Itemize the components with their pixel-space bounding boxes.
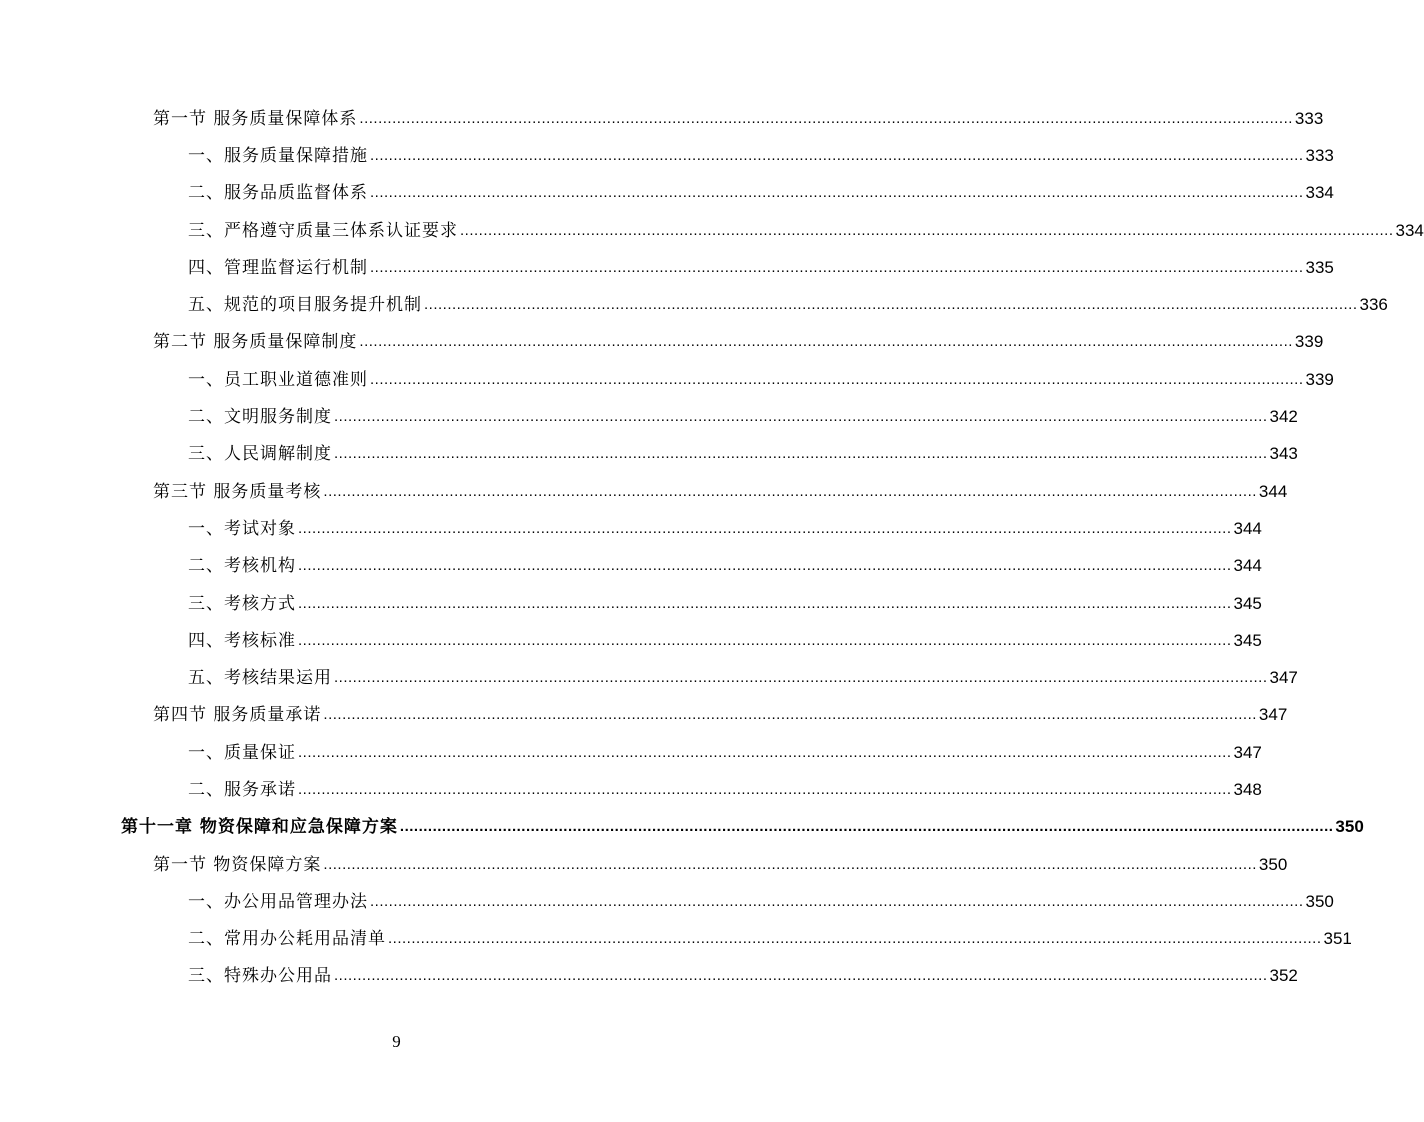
toc-entry-page-number: 334	[1395, 220, 1424, 240]
toc-entry-page-number: 350	[1305, 891, 1334, 911]
toc-entry-page-number: 339	[1294, 332, 1324, 352]
toc-dot-leader: ........................................................................................................................................................................................................	[359, 333, 1293, 351]
toc-subsection-entry[interactable]	[0, 137, 1334, 174]
toc-dot-leader: ........................................................................................................................................................................................................	[323, 855, 1257, 873]
page-number: 9	[392, 1032, 401, 1051]
toc-entry-page-number: 351	[1323, 929, 1352, 949]
toc-entry-title: 二、服务承诺	[188, 779, 296, 800]
toc-entry-title: 二、文明服务制度	[188, 407, 332, 428]
toc-subsection-entry[interactable]	[0, 286, 1388, 323]
toc-entry-title: 第二节 服务质量保障制度	[153, 332, 358, 353]
toc-dot-leader: ........................................................................................................................................................................................................	[399, 818, 1334, 836]
toc-entry-page-number: 334	[1305, 183, 1334, 203]
toc-section-entry[interactable]	[0, 324, 1324, 361]
toc-entry-page-number: 350	[1258, 854, 1288, 874]
toc-entry-page-number: 352	[1269, 966, 1298, 986]
toc-entry-title: 一、员工职业道德准则	[188, 369, 368, 390]
toc-subsection-entry[interactable]	[0, 585, 1262, 622]
toc-subsection-entry[interactable]	[0, 921, 1352, 958]
toc-section-entry[interactable]	[0, 697, 1288, 734]
toc-entry-title: 二、常用办公耗用品清单	[188, 929, 386, 950]
toc-entry-page-number: 344	[1233, 556, 1262, 576]
toc-entry-page-number: 345	[1233, 630, 1262, 650]
toc-subsection-entry[interactable]	[0, 436, 1298, 473]
toc-entry-title: 第一节 服务质量保障体系	[153, 108, 358, 129]
toc-dot-leader: ........................................................................................................................................................................................................	[370, 370, 1304, 388]
toc-subsection-entry[interactable]	[0, 175, 1334, 212]
toc-entry-title: 二、考核机构	[188, 556, 296, 577]
toc-dot-leader: ........................................................................................................................................................................................................	[334, 445, 1268, 463]
toc-entry-page-number: 344	[1258, 481, 1288, 501]
table-of-contents	[0, 100, 1424, 995]
toc-subsection-entry[interactable]	[0, 622, 1262, 659]
toc-entry-title: 三、特殊办公用品	[188, 966, 332, 987]
toc-dot-leader: ........................................................................................................................................................................................................	[334, 408, 1268, 426]
toc-subsection-entry[interactable]	[0, 212, 1424, 249]
toc-entry-page-number: 348	[1233, 779, 1262, 799]
toc-entry-page-number: 347	[1233, 742, 1262, 762]
toc-subsection-entry[interactable]	[0, 249, 1334, 286]
toc-entry-title: 第一节 物资保障方案	[153, 854, 322, 875]
toc-entry-title: 一、服务质量保障措施	[188, 145, 368, 166]
toc-dot-leader: ........................................................................................................................................................................................................	[359, 109, 1293, 127]
toc-subsection-entry[interactable]	[0, 771, 1262, 808]
toc-subsection-entry[interactable]	[0, 883, 1334, 920]
toc-entry-title: 第四节 服务质量承诺	[153, 705, 322, 726]
toc-dot-leader: ........................................................................................................................................................................................................	[334, 967, 1268, 985]
toc-entry-page-number: 350	[1335, 817, 1364, 837]
toc-dot-leader: ........................................................................................................................................................................................................	[460, 221, 1394, 239]
toc-dot-leader: ........................................................................................................................................................................................................	[370, 184, 1304, 202]
toc-dot-leader: ........................................................................................................................................................................................................	[298, 631, 1232, 649]
toc-dot-leader: ........................................................................................................................................................................................................	[323, 482, 1257, 500]
toc-dot-leader: ........................................................................................................................................................................................................	[424, 296, 1358, 314]
toc-entry-title: 三、考核方式	[188, 593, 296, 614]
toc-section-entry[interactable]	[0, 100, 1324, 137]
toc-dot-leader: ........................................................................................................................................................................................................	[370, 146, 1304, 164]
toc-dot-leader: ........................................................................................................................................................................................................	[298, 519, 1232, 537]
toc-dot-leader: ........................................................................................................................................................................................................	[298, 557, 1232, 575]
toc-entry-page-number: 343	[1269, 444, 1298, 464]
toc-entry-page-number: 345	[1233, 593, 1262, 613]
toc-entry-title: 一、考试对象	[188, 518, 296, 539]
toc-entry-title: 第十一章 物资保障和应急保障方案	[121, 817, 398, 838]
toc-entry-title: 三、严格遵守质量三体系认证要求	[188, 220, 458, 241]
toc-subsection-entry[interactable]	[0, 734, 1262, 771]
toc-entry-page-number: 333	[1294, 108, 1324, 128]
toc-entry-title: 三、人民调解制度	[188, 444, 332, 465]
toc-dot-leader: ........................................................................................................................................................................................................	[370, 258, 1304, 276]
toc-entry-page-number: 344	[1233, 518, 1262, 538]
toc-subsection-entry[interactable]	[0, 510, 1262, 547]
toc-dot-leader: ........................................................................................................................................................................................................	[323, 706, 1257, 724]
toc-subsection-entry[interactable]	[0, 958, 1298, 995]
toc-dot-leader: ........................................................................................................................................................................................................	[298, 780, 1232, 798]
toc-entry-title: 二、服务品质监督体系	[188, 183, 368, 204]
toc-subsection-entry[interactable]	[0, 398, 1298, 435]
toc-subsection-entry[interactable]	[0, 361, 1334, 398]
toc-entry-page-number: 347	[1269, 668, 1298, 688]
toc-dot-leader: ........................................................................................................................................................................................................	[334, 669, 1268, 687]
toc-entry-title: 一、质量保证	[188, 742, 296, 763]
toc-entry-page-number: 336	[1359, 295, 1388, 315]
toc-entry-title: 五、规范的项目服务提升机制	[188, 295, 422, 316]
toc-entry-page-number: 335	[1305, 257, 1334, 277]
toc-entry-page-number: 342	[1269, 407, 1298, 427]
toc-entry-page-number: 339	[1305, 369, 1334, 389]
toc-entry-title: 五、考核结果运用	[188, 668, 332, 689]
toc-entry-title: 第三节 服务质量考核	[153, 481, 322, 502]
toc-dot-leader: ........................................................................................................................................................................................................	[388, 930, 1322, 948]
toc-dot-leader: ........................................................................................................................................................................................................	[298, 594, 1232, 612]
toc-subsection-entry[interactable]	[0, 548, 1262, 585]
toc-entry-title: 四、考核标准	[188, 630, 296, 651]
toc-section-entry[interactable]	[0, 473, 1288, 510]
toc-dot-leader: ........................................................................................................................................................................................................	[370, 892, 1304, 910]
toc-subsection-entry[interactable]	[0, 659, 1298, 696]
toc-entry-page-number: 333	[1305, 145, 1334, 165]
toc-entry-title: 一、办公用品管理办法	[188, 891, 368, 912]
toc-dot-leader: ........................................................................................................................................................................................................	[298, 743, 1232, 761]
toc-section-entry[interactable]	[0, 846, 1288, 883]
toc-entry-page-number: 347	[1258, 705, 1288, 725]
toc-entry-title: 四、管理监督运行机制	[188, 257, 368, 278]
toc-chapter-entry[interactable]	[0, 809, 1364, 846]
